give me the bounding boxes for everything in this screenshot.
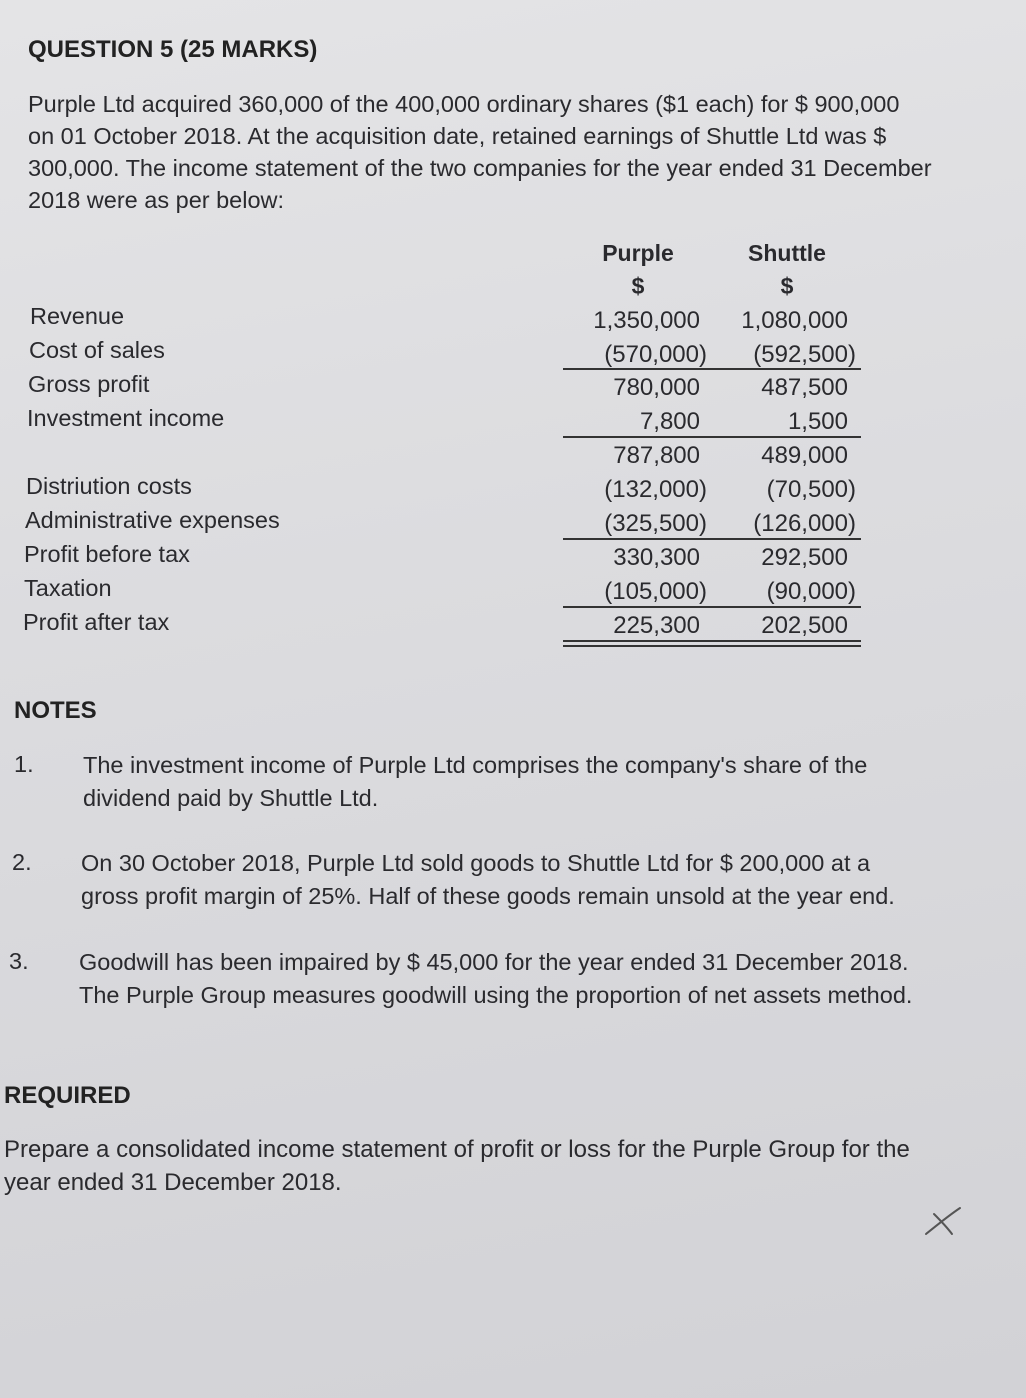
shuttle-subtotal: 489,000 <box>761 442 848 469</box>
purple-revenue: 1,350,000 <box>593 307 700 334</box>
note-text <box>81 847 1016 913</box>
total-double-rule-top <box>563 640 861 642</box>
shuttle-profit-after-tax: 202,500 <box>761 612 848 639</box>
question-intro <box>28 88 1008 216</box>
required-text <box>4 1133 1022 1199</box>
column-header-purple: Purple <box>602 240 674 266</box>
subtotal-rule <box>563 436 861 438</box>
row-label-cost-of-sales: Cost of sales <box>29 337 165 363</box>
shuttle-profit-before-tax: 292,500 <box>761 544 848 571</box>
row-label-taxation: Taxation <box>24 575 112 601</box>
note-number: 3. <box>9 948 29 974</box>
required-line: Prepare a consolidated income statement of profit or loss for the Purple Group for the <box>4 1136 910 1163</box>
row-label-profit-after-tax: Profit after tax <box>23 609 170 635</box>
intro-line: 300,000. The income statement of the two companies for the year ended 31 December <box>28 155 932 181</box>
shuttle-gross-profit: 487,500 <box>761 374 848 401</box>
row-label-profit-before-tax: Profit before tax <box>24 541 190 567</box>
subtotal-rule <box>563 538 861 540</box>
intro-line: 2018 were as per below: <box>28 187 285 213</box>
column-header-shuttle: Shuttle <box>748 240 826 266</box>
note-line: dividend paid by Shuttle Ltd. <box>83 785 379 811</box>
purple-profit-before-tax: 330,300 <box>613 544 700 571</box>
purple-distribution-costs: (132,000) <box>604 476 707 503</box>
purple-cost-of-sales: (570,000) <box>604 341 707 368</box>
note-line: The investment income of Purple Ltd comprises the company's share of the <box>83 752 868 778</box>
row-label-gross-profit: Gross profit <box>28 371 150 397</box>
shuttle-revenue: 1,080,000 <box>741 307 848 334</box>
column-unit-shuttle: $ <box>780 273 794 299</box>
purple-profit-after-tax: 225,300 <box>613 612 700 639</box>
shuttle-taxation: (90,000) <box>766 578 856 605</box>
note-line: On 30 October 2018, Purple Ltd sold goods to Shuttle Ltd for $ 200,000 at a <box>81 850 871 876</box>
purple-subtotal: 787,800 <box>613 442 700 469</box>
note-text <box>83 749 1018 815</box>
shuttle-cost-of-sales: (592,500) <box>753 341 856 368</box>
question-title: QUESTION 5 (25 MARKS) <box>28 36 318 63</box>
subtotal-rule <box>563 368 861 370</box>
intro-line: on 01 October 2018. At the acquisition date, retained earnings of Shuttle Ltd was $ <box>28 123 887 149</box>
note-line: gross profit margin of 25%. Half of these goods remain unsold at the year end. <box>81 883 895 909</box>
shuttle-administrative-expenses: (126,000) <box>753 510 856 537</box>
note-number: 1. <box>14 751 34 777</box>
row-label-investment-income: Investment income <box>27 405 225 431</box>
notes-heading: NOTES <box>14 697 97 724</box>
row-label-distribution-costs: Distriution costs <box>26 473 192 499</box>
row-label-administrative-expenses: Administrative expenses <box>25 507 280 533</box>
note-line: Goodwill has been impaired by $ 45,000 for the year ended 31 December 2018. <box>79 949 909 975</box>
handwritten-cross-mark-icon <box>920 1200 964 1244</box>
shuttle-investment-income: 1,500 <box>787 408 848 435</box>
purple-administrative-expenses: (325,500) <box>604 510 707 537</box>
required-line: year ended 31 December 2018. <box>4 1169 342 1196</box>
column-unit-purple: $ <box>631 273 645 299</box>
intro-line: Purple Ltd acquired 360,000 of the 400,000 ordinary shares ($1 each) for $ 900,000 <box>28 91 900 117</box>
shuttle-distribution-costs: (70,500) <box>766 476 856 503</box>
purple-taxation: (105,000) <box>604 578 707 605</box>
subtotal-rule <box>563 606 861 608</box>
purple-gross-profit: 780,000 <box>613 374 700 401</box>
note-line: The Purple Group measures goodwill using the proportion of net assets method. <box>79 982 913 1008</box>
row-label-revenue: Revenue <box>30 303 125 329</box>
note-text <box>79 946 1014 1012</box>
purple-investment-income: 7,800 <box>639 408 700 435</box>
total-double-rule-bottom <box>563 645 861 647</box>
note-number: 2. <box>12 849 32 875</box>
required-heading: REQUIRED <box>4 1082 131 1109</box>
